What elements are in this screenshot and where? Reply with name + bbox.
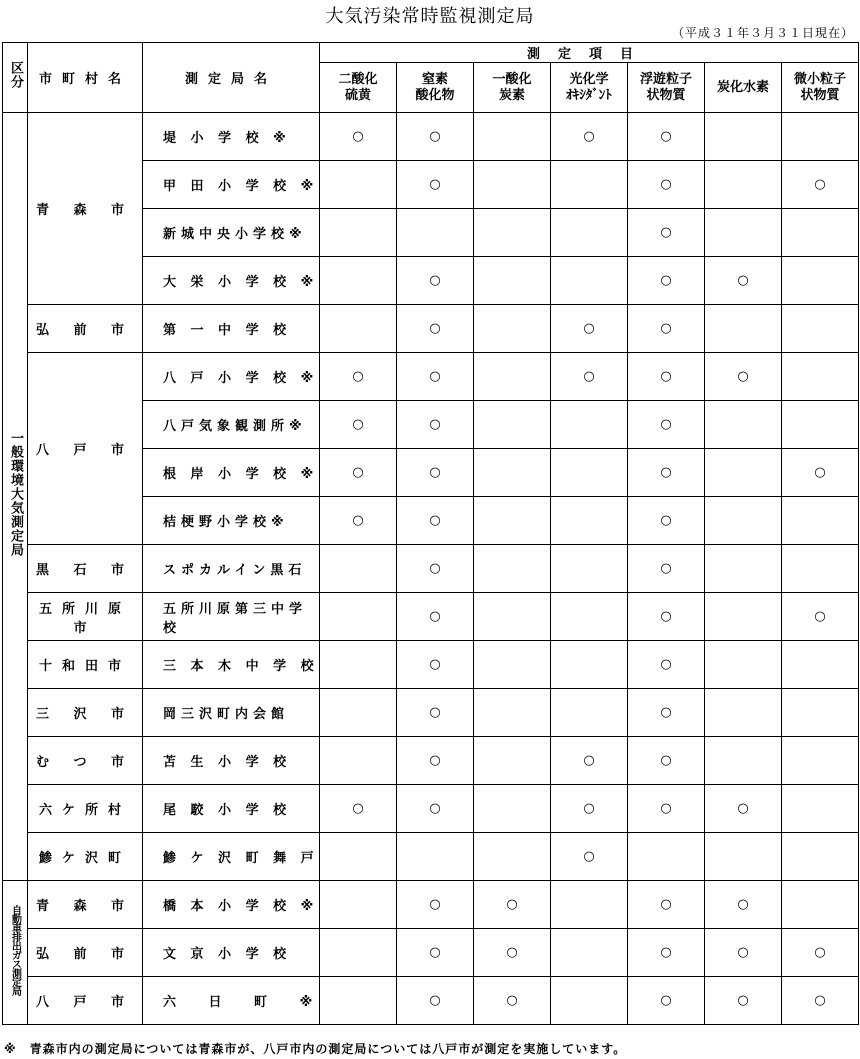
- footnote: ※ 青森市内の測定局については青森市が、八戸市内の測定局については八戸市が測定を実施しています。: [4, 1042, 627, 1056]
- measurement-cell: [551, 113, 628, 161]
- station-name: 尾 駮 小 学 校: [143, 785, 320, 833]
- measurement-cell: [397, 785, 474, 833]
- measurement-cell: [628, 545, 705, 593]
- measurement-cell: [474, 305, 551, 353]
- measured-mark: ○: [737, 801, 749, 816]
- measurement-cell: [782, 161, 859, 209]
- municipality-cell: 青 森 市: [28, 881, 143, 929]
- measurement-cell: [397, 833, 474, 881]
- header-kubun: 区分: [3, 43, 28, 113]
- measurement-cell: [628, 593, 705, 641]
- measurement-cell: [782, 449, 859, 497]
- header-pollutant-line1: 炭化水素: [716, 79, 769, 95]
- measurement-cell: [320, 353, 397, 401]
- municipality-cell: 八 戸 市: [28, 353, 143, 545]
- measurement-cell: [782, 977, 859, 1025]
- municipality-cell: 十和田市: [28, 641, 143, 689]
- measurement-cell: [705, 401, 782, 449]
- measurement-cell: [551, 785, 628, 833]
- measurement-cell: [551, 977, 628, 1025]
- measurement-cell: [551, 449, 628, 497]
- table-row: [3, 881, 859, 929]
- as-of-date: （平成３１年３月３１日現在）: [671, 26, 854, 40]
- measured-mark: ○: [660, 801, 672, 816]
- measured-mark: ○: [660, 897, 672, 912]
- station-name: 大 栄 小 学 校 ※: [143, 257, 320, 305]
- measurement-cell: [551, 161, 628, 209]
- measurement-cell: [551, 401, 628, 449]
- table-row: [3, 641, 859, 689]
- measurement-cell: [782, 593, 859, 641]
- header-pollutant-line2: 状物質: [800, 87, 840, 103]
- measurement-cell: [397, 641, 474, 689]
- header-items: 測定項目: [320, 43, 859, 63]
- measured-mark: ○: [429, 705, 441, 720]
- measurement-cell: [782, 641, 859, 689]
- measurement-cell: [320, 833, 397, 881]
- measurement-cell: [474, 929, 551, 977]
- measurement-cell: [320, 593, 397, 641]
- measurement-cell: [628, 881, 705, 929]
- measured-mark: ○: [352, 465, 364, 480]
- measurement-cell: [474, 785, 551, 833]
- measurement-cell: [705, 449, 782, 497]
- measurement-cell: [628, 353, 705, 401]
- measured-mark: ○: [660, 561, 672, 576]
- measurement-cell: [474, 833, 551, 881]
- measurement-cell: [782, 833, 859, 881]
- measured-mark: ○: [737, 993, 749, 1008]
- measurement-cell: [397, 113, 474, 161]
- measurement-cell: [628, 401, 705, 449]
- measured-mark: ○: [583, 321, 595, 336]
- measured-mark: ○: [352, 369, 364, 384]
- measurement-cell: [474, 689, 551, 737]
- measurement-cell: [705, 545, 782, 593]
- table-row: [3, 929, 859, 977]
- measurement-cell: [628, 161, 705, 209]
- station-name: 堤 小 学 校 ※: [143, 113, 320, 161]
- station-name: 甲 田 小 学 校 ※: [143, 161, 320, 209]
- measured-mark: ○: [737, 945, 749, 960]
- measurement-cell: [320, 929, 397, 977]
- header-pollutant: [705, 63, 782, 113]
- measured-mark: ○: [583, 849, 595, 864]
- measurement-cell: [705, 497, 782, 545]
- header-pollutant-line1: 一酸化: [492, 71, 532, 87]
- measurement-cell: [551, 641, 628, 689]
- header-pollutant: [628, 63, 705, 113]
- municipality-cell: む つ 市: [28, 737, 143, 785]
- station-name: 橋 本 小 学 校 ※: [143, 881, 320, 929]
- measurement-cell: [474, 353, 551, 401]
- header-pollutant: [551, 63, 628, 113]
- header-pollutant: [320, 63, 397, 113]
- measurement-cell: [628, 305, 705, 353]
- measurement-cell: [705, 209, 782, 257]
- measurement-cell: [551, 689, 628, 737]
- measurement-cell: [474, 401, 551, 449]
- municipality-cell: 三 沢 市: [28, 689, 143, 737]
- measurement-cell: [782, 689, 859, 737]
- station-name: 第 一 中 学 校: [143, 305, 320, 353]
- measurement-cell: [551, 737, 628, 785]
- header-pollutant-line1: 二酸化: [338, 71, 378, 87]
- measured-mark: ○: [660, 705, 672, 720]
- measurement-cell: [782, 305, 859, 353]
- header-pollutant: [474, 63, 551, 113]
- measurement-cell: [782, 881, 859, 929]
- measured-mark: ○: [737, 897, 749, 912]
- measurement-cell: [397, 353, 474, 401]
- station-name: 新城中央小学校※: [143, 209, 320, 257]
- header-pollutant-line2: 硫黄: [344, 87, 371, 103]
- measurement-cell: [628, 737, 705, 785]
- measured-mark: ○: [814, 177, 826, 192]
- measured-mark: ○: [429, 513, 441, 528]
- measured-mark: ○: [352, 417, 364, 432]
- station-name: 根 岸 小 学 校 ※: [143, 449, 320, 497]
- measurement-cell: [320, 689, 397, 737]
- measurement-cell: [474, 449, 551, 497]
- measured-mark: ○: [583, 129, 595, 144]
- measured-mark: ○: [352, 513, 364, 528]
- measured-mark: ○: [583, 801, 595, 816]
- measurement-cell: [628, 785, 705, 833]
- measurement-cell: [705, 641, 782, 689]
- measurement-cell: [474, 881, 551, 929]
- monitoring-station-table: [2, 42, 859, 1025]
- measured-mark: ○: [429, 609, 441, 624]
- measurement-cell: [320, 257, 397, 305]
- measurement-cell: [474, 209, 551, 257]
- measurement-cell: [628, 449, 705, 497]
- measured-mark: ○: [660, 273, 672, 288]
- table-row: [3, 593, 859, 641]
- measurement-cell: [397, 305, 474, 353]
- measured-mark: ○: [660, 609, 672, 624]
- measured-mark: ○: [429, 657, 441, 672]
- header-pollutant: [397, 63, 474, 113]
- measurement-cell: [705, 353, 782, 401]
- measured-mark: ○: [506, 897, 518, 912]
- measurement-cell: [705, 113, 782, 161]
- station-name: 三 本 木 中 学 校: [143, 641, 320, 689]
- table-row: [3, 737, 859, 785]
- station-name: 桔梗野小学校※: [143, 497, 320, 545]
- measurement-cell: [474, 113, 551, 161]
- measurement-cell: [705, 689, 782, 737]
- measurement-cell: [782, 209, 859, 257]
- measurement-cell: [397, 257, 474, 305]
- measurement-cell: [705, 257, 782, 305]
- measured-mark: ○: [660, 993, 672, 1008]
- measurement-cell: [474, 497, 551, 545]
- header-pollutant: [782, 63, 859, 113]
- measured-mark: ○: [660, 369, 672, 384]
- measurement-cell: [397, 929, 474, 977]
- measured-mark: ○: [737, 369, 749, 384]
- measured-mark: ○: [814, 993, 826, 1008]
- measurement-cell: [397, 593, 474, 641]
- municipality-cell: 黒 石 市: [28, 545, 143, 593]
- station-name: 苫 生 小 学 校: [143, 737, 320, 785]
- measurement-cell: [782, 497, 859, 545]
- measurement-cell: [397, 545, 474, 593]
- measurement-cell: [474, 257, 551, 305]
- measurement-cell: [705, 593, 782, 641]
- municipality-cell: 鯵ケ沢町: [28, 833, 143, 881]
- measured-mark: ○: [660, 465, 672, 480]
- measurement-cell: [551, 833, 628, 881]
- measurement-cell: [551, 881, 628, 929]
- measurement-cell: [628, 977, 705, 1025]
- measurement-cell: [320, 449, 397, 497]
- measured-mark: ○: [814, 465, 826, 480]
- measured-mark: ○: [429, 993, 441, 1008]
- municipality-cell: 六ケ所村: [28, 785, 143, 833]
- measurement-cell: [397, 689, 474, 737]
- measurement-cell: [628, 209, 705, 257]
- measured-mark: ○: [429, 321, 441, 336]
- measurement-cell: [628, 113, 705, 161]
- measurement-cell: [782, 785, 859, 833]
- measurement-cell: [320, 641, 397, 689]
- measured-mark: ○: [429, 177, 441, 192]
- station-name: 鯵 ケ 沢 町 舞 戸: [143, 833, 320, 881]
- measurement-cell: [551, 929, 628, 977]
- measurement-cell: [628, 641, 705, 689]
- measurement-cell: [397, 737, 474, 785]
- measured-mark: ○: [352, 801, 364, 816]
- measurement-cell: [628, 257, 705, 305]
- measurement-cell: [551, 209, 628, 257]
- measurement-cell: [397, 977, 474, 1025]
- measured-mark: ○: [506, 993, 518, 1008]
- station-name: 八 戸 小 学 校 ※: [143, 353, 320, 401]
- measurement-cell: [705, 881, 782, 929]
- measurement-cell: [397, 209, 474, 257]
- measured-mark: ○: [429, 945, 441, 960]
- measurement-cell: [397, 161, 474, 209]
- station-name: スポカルイン黒石: [143, 545, 320, 593]
- table-row: [3, 305, 859, 353]
- measurement-cell: [705, 977, 782, 1025]
- measurement-cell: [705, 737, 782, 785]
- measurement-cell: [705, 305, 782, 353]
- measurement-cell: [320, 401, 397, 449]
- measured-mark: ○: [429, 753, 441, 768]
- measurement-cell: [397, 497, 474, 545]
- category-roadside: 自動車排出ガス測定局: [3, 881, 28, 1025]
- measurement-cell: [397, 881, 474, 929]
- measurement-cell: [474, 593, 551, 641]
- measured-mark: ○: [660, 177, 672, 192]
- measurement-cell: [705, 833, 782, 881]
- measured-mark: ○: [660, 417, 672, 432]
- measured-mark: ○: [660, 945, 672, 960]
- measurement-cell: [782, 737, 859, 785]
- measurement-cell: [551, 497, 628, 545]
- measured-mark: ○: [814, 945, 826, 960]
- measurement-cell: [551, 593, 628, 641]
- measurement-cell: [628, 929, 705, 977]
- measured-mark: ○: [506, 945, 518, 960]
- measurement-cell: [551, 353, 628, 401]
- station-name: 八戸気象観測所※: [143, 401, 320, 449]
- measured-mark: ○: [429, 897, 441, 912]
- header-pollutant-line2: 状物質: [646, 87, 686, 103]
- table-row: [3, 545, 859, 593]
- page-title: 大気汚染常時監視測定局: [325, 6, 535, 27]
- measurement-cell: [551, 545, 628, 593]
- station-name: 六 日 町 ※: [143, 977, 320, 1025]
- municipality-cell: 弘 前 市: [28, 929, 143, 977]
- measurement-cell: [320, 737, 397, 785]
- header-pollutant-line1: 光化学: [569, 71, 609, 87]
- measurement-cell: [628, 833, 705, 881]
- measurement-cell: [320, 113, 397, 161]
- measured-mark: ○: [429, 369, 441, 384]
- measurement-cell: [320, 977, 397, 1025]
- table-row: [3, 833, 859, 881]
- measurement-cell: [551, 305, 628, 353]
- measured-mark: ○: [429, 561, 441, 576]
- measurement-cell: [474, 977, 551, 1025]
- measurement-cell: [474, 545, 551, 593]
- measured-mark: ○: [429, 801, 441, 816]
- municipality-cell: 八 戸 市: [28, 977, 143, 1025]
- table-row: [3, 353, 859, 401]
- table-row: [3, 113, 859, 161]
- station-name: 文 京 小 学 校: [143, 929, 320, 977]
- measured-mark: ○: [429, 129, 441, 144]
- table-row: [3, 689, 859, 737]
- measurement-cell: [705, 929, 782, 977]
- measurement-cell: [320, 305, 397, 353]
- measured-mark: ○: [660, 129, 672, 144]
- table-row: [3, 785, 859, 833]
- measurement-cell: [397, 449, 474, 497]
- header-station: 測定局名: [143, 43, 320, 113]
- measurement-cell: [705, 785, 782, 833]
- measurement-cell: [782, 545, 859, 593]
- header-pollutant-line2: ｵｷｼﾀﾞﾝﾄ: [566, 87, 612, 103]
- municipality-cell: 弘 前 市: [28, 305, 143, 353]
- measured-mark: ○: [429, 465, 441, 480]
- measured-mark: ○: [660, 753, 672, 768]
- category-general: 一般環境大気測定局: [3, 113, 28, 881]
- measured-mark: ○: [583, 369, 595, 384]
- header-pollutant-line2: 酸化物: [415, 87, 455, 103]
- station-name: 岡三沢町内会館: [143, 689, 320, 737]
- measurement-cell: [782, 353, 859, 401]
- measurement-cell: [397, 401, 474, 449]
- measurement-cell: [782, 113, 859, 161]
- measurement-cell: [320, 209, 397, 257]
- measurement-cell: [782, 401, 859, 449]
- measurement-cell: [320, 545, 397, 593]
- measurement-cell: [320, 161, 397, 209]
- header-pollutant-line2: 炭素: [498, 87, 525, 103]
- measurement-cell: [782, 257, 859, 305]
- header-municipality: 市町村名: [28, 43, 143, 113]
- measured-mark: ○: [660, 657, 672, 672]
- measurement-cell: [705, 161, 782, 209]
- measured-mark: ○: [660, 513, 672, 528]
- measured-mark: ○: [660, 225, 672, 240]
- measured-mark: ○: [352, 129, 364, 144]
- header-pollutant-line1: 浮遊粒子: [639, 71, 692, 87]
- measured-mark: ○: [814, 609, 826, 624]
- station-name: 五所川原第三中学校: [143, 593, 320, 641]
- measured-mark: ○: [660, 321, 672, 336]
- measured-mark: ○: [583, 753, 595, 768]
- measurement-cell: [628, 689, 705, 737]
- measured-mark: ○: [737, 273, 749, 288]
- measurement-cell: [782, 929, 859, 977]
- header-pollutant-line1: 窒素: [421, 71, 448, 87]
- measurement-cell: [551, 257, 628, 305]
- measurement-cell: [474, 641, 551, 689]
- measured-mark: ○: [429, 417, 441, 432]
- measurement-cell: [474, 737, 551, 785]
- measurement-cell: [320, 497, 397, 545]
- municipality-cell: 五所川原市: [28, 593, 143, 641]
- municipality-cell: 青 森 市: [28, 113, 143, 305]
- measurement-cell: [628, 497, 705, 545]
- table-row: [3, 977, 859, 1025]
- measurement-cell: [320, 785, 397, 833]
- header-pollutant-line1: 微小粒子: [793, 71, 846, 87]
- measured-mark: ○: [429, 273, 441, 288]
- measurement-cell: [320, 881, 397, 929]
- measurement-cell: [474, 161, 551, 209]
